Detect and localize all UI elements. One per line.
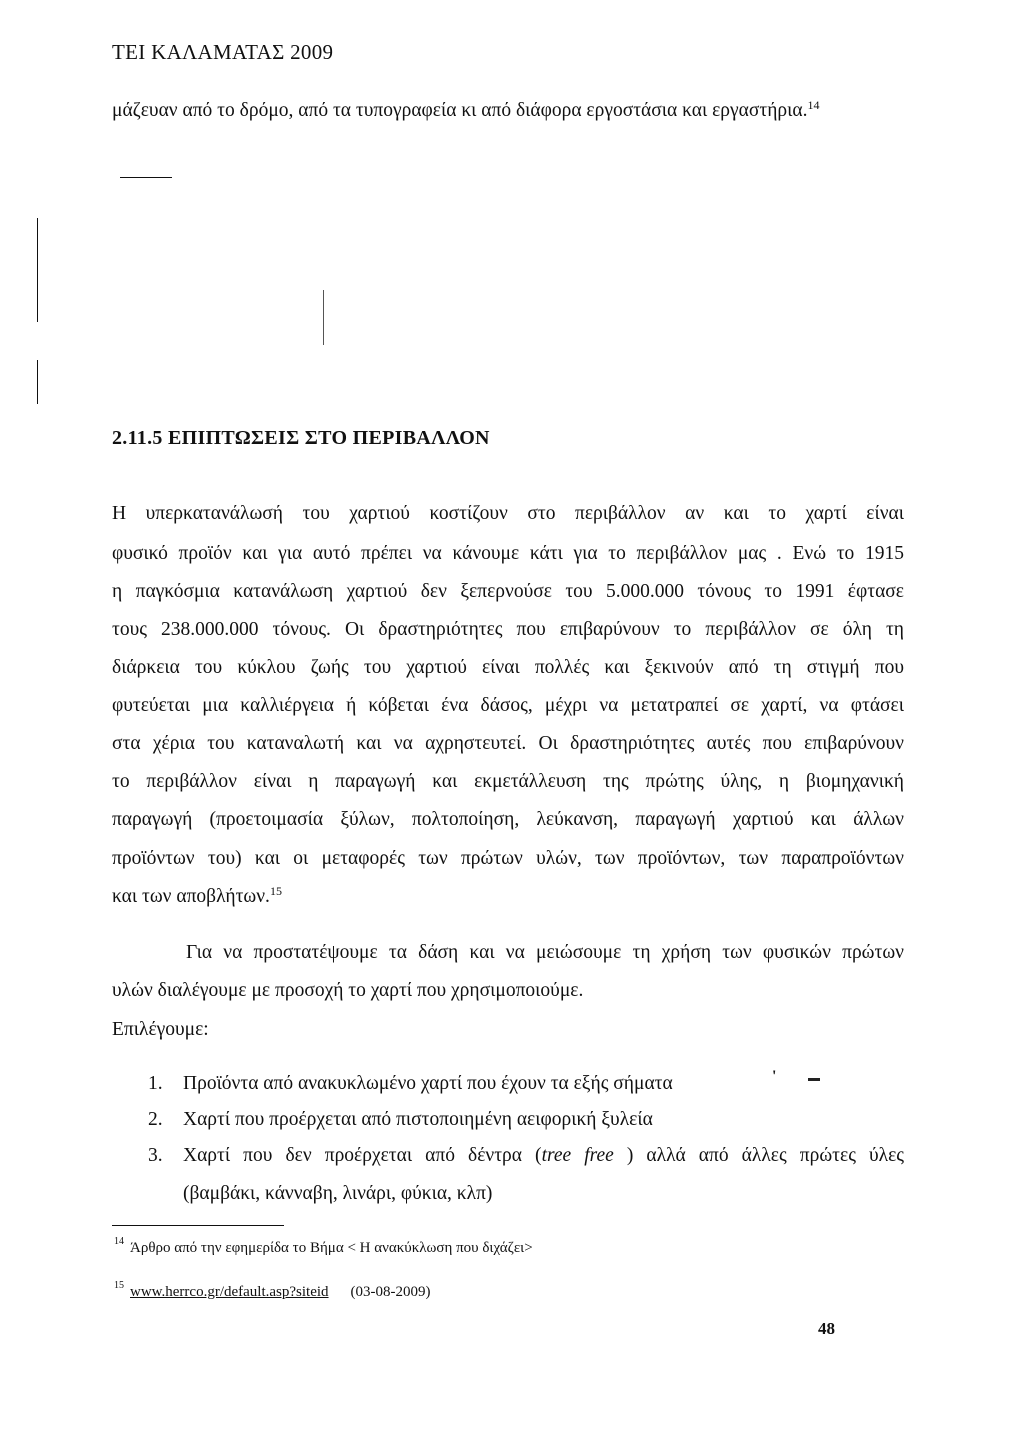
footnote-14 <box>114 1236 533 1257</box>
footnote-text: Άρθρο από την εφημερίδα το Βήμα < Η ανακύκλωση που διχάζει> <box>130 1240 533 1256</box>
separator-rule <box>120 177 172 178</box>
p1-last-line <box>112 885 282 909</box>
p2-line: υλών διαλέγουμε με προσοχή το χαρτί που χρησιμοποιούμε. <box>112 980 584 1001</box>
list-item-emphasis: tree free <box>541 1145 614 1166</box>
p1-line: τους 238.000.000 τόνους. Οι δραστηριότητες που επιβαρύνουν το περιβάλλον σε όλη τη <box>112 619 904 640</box>
p1-line: Η υπερκατανάλωσή του χαρτιού κοστίζουν στο περιβάλλον αν και το χαρτί είναι <box>112 503 904 524</box>
p1-line: το περιβάλλον είναι η παραγωγή και εκμετάλλευση της πρώτης ύλης, η βιομηχανική <box>112 771 904 792</box>
p1-line: διάρκεια του κύκλου ζωής του χαρτιού είναι πολλές και ξεκινούν από τη στιγμή που <box>112 657 904 678</box>
scan-speck <box>323 290 324 345</box>
intro-line <box>112 99 820 123</box>
page-number: 48 <box>818 1319 835 1338</box>
p1-line: στα χέρια του καταναλωτή και να αχρηστευτεί. Οι δραστηριότητες αυτές που επιβαρύνουν <box>112 733 904 754</box>
p2-line: Επιλέγουμε: <box>112 1019 209 1040</box>
p1-line: φυτεύεται μια καλλιέργεια ή κόβεται ένα δάσος, μέχρι να μετατραπεί σε χαρτί, να φτάσει <box>112 695 904 716</box>
p1-last-text: και των αποβλήτων. <box>112 886 270 907</box>
list-item-text: Χαρτί που προέρχεται από πιστοποιημένη αειφορική ξυλεία <box>183 1109 653 1130</box>
footnote-number: 15 <box>114 1280 124 1291</box>
section-heading: 2.11.5 ΕΠΙΠΤΩΣΕΙΣ ΣΤΟ ΠΕΡΙΒΑΛΛΟΝ <box>112 427 490 449</box>
scan-speck: ' <box>772 1068 777 1085</box>
intro-text: μάζευαν από το δρόμο, από τα τυπογραφεία κι από διάφορα εργοστάσια και εργαστήρια. <box>112 100 808 121</box>
footnote-separator <box>112 1225 284 1226</box>
page-header: ΤΕΙ ΚΑΛΑΜΑΤΑΣ 2009 <box>112 40 334 64</box>
scan-speck <box>808 1078 820 1081</box>
p1-line: η παγκόσμια κατανάλωση χαρτιού δεν ξεπερνούσε του 5.000.000 τόνους το 1991 έφτασε <box>112 581 904 602</box>
list-item-text-part: Χαρτί που δεν προέρχεται από δέντρα ( <box>183 1145 542 1166</box>
footnote-15 <box>114 1280 431 1301</box>
p1-line: προϊόντων του) και οι μεταφορές των πρώτων υλών, των προϊόντων, των παραπροϊόντων <box>112 848 904 869</box>
footnote-number: 14 <box>114 1236 124 1247</box>
footnote-ref-14: 14 <box>807 98 820 112</box>
scan-edge-mark-top <box>37 218 38 322</box>
list-item-text-part: ) αλλά από άλλες πρώτες ύλες <box>613 1145 904 1166</box>
footnote-ref-15: 15 <box>269 884 282 898</box>
list-item-text: Προϊόντα από ανακυκλωμένο χαρτί που έχουν τα εξής σήματα <box>183 1073 673 1094</box>
p2-line: Για να προστατέψουμε τα δάση και να μειώσουμε τη χρήση των φυσικών πρώτων <box>186 942 904 963</box>
footnote-date: (03-08-2009) <box>350 1284 431 1300</box>
list-item-number: 1. <box>148 1073 163 1094</box>
list-item-text <box>183 1145 904 1167</box>
list-item-number: 2. <box>148 1109 163 1130</box>
list-item-continuation: (βαμβάκι, κάνναβη, λινάρι, φύκια, κλπ) <box>183 1183 493 1204</box>
list-item-number: 3. <box>148 1145 163 1166</box>
scan-edge-mark-bottom <box>37 360 38 404</box>
p1-line: φυσικό προϊόν και για αυτό πρέπει να κάνουμε κάτι για το περιβάλλον μας . Ενώ το 1915 <box>112 543 904 564</box>
footnote-url-link[interactable]: www.herrco.gr/default.asp?siteid <box>130 1284 329 1300</box>
p1-line: παραγωγή (προετοιμασία ξύλων, πολτοποίηση, λεύκανση, παραγωγή χαρτιού και άλλων <box>112 809 904 830</box>
